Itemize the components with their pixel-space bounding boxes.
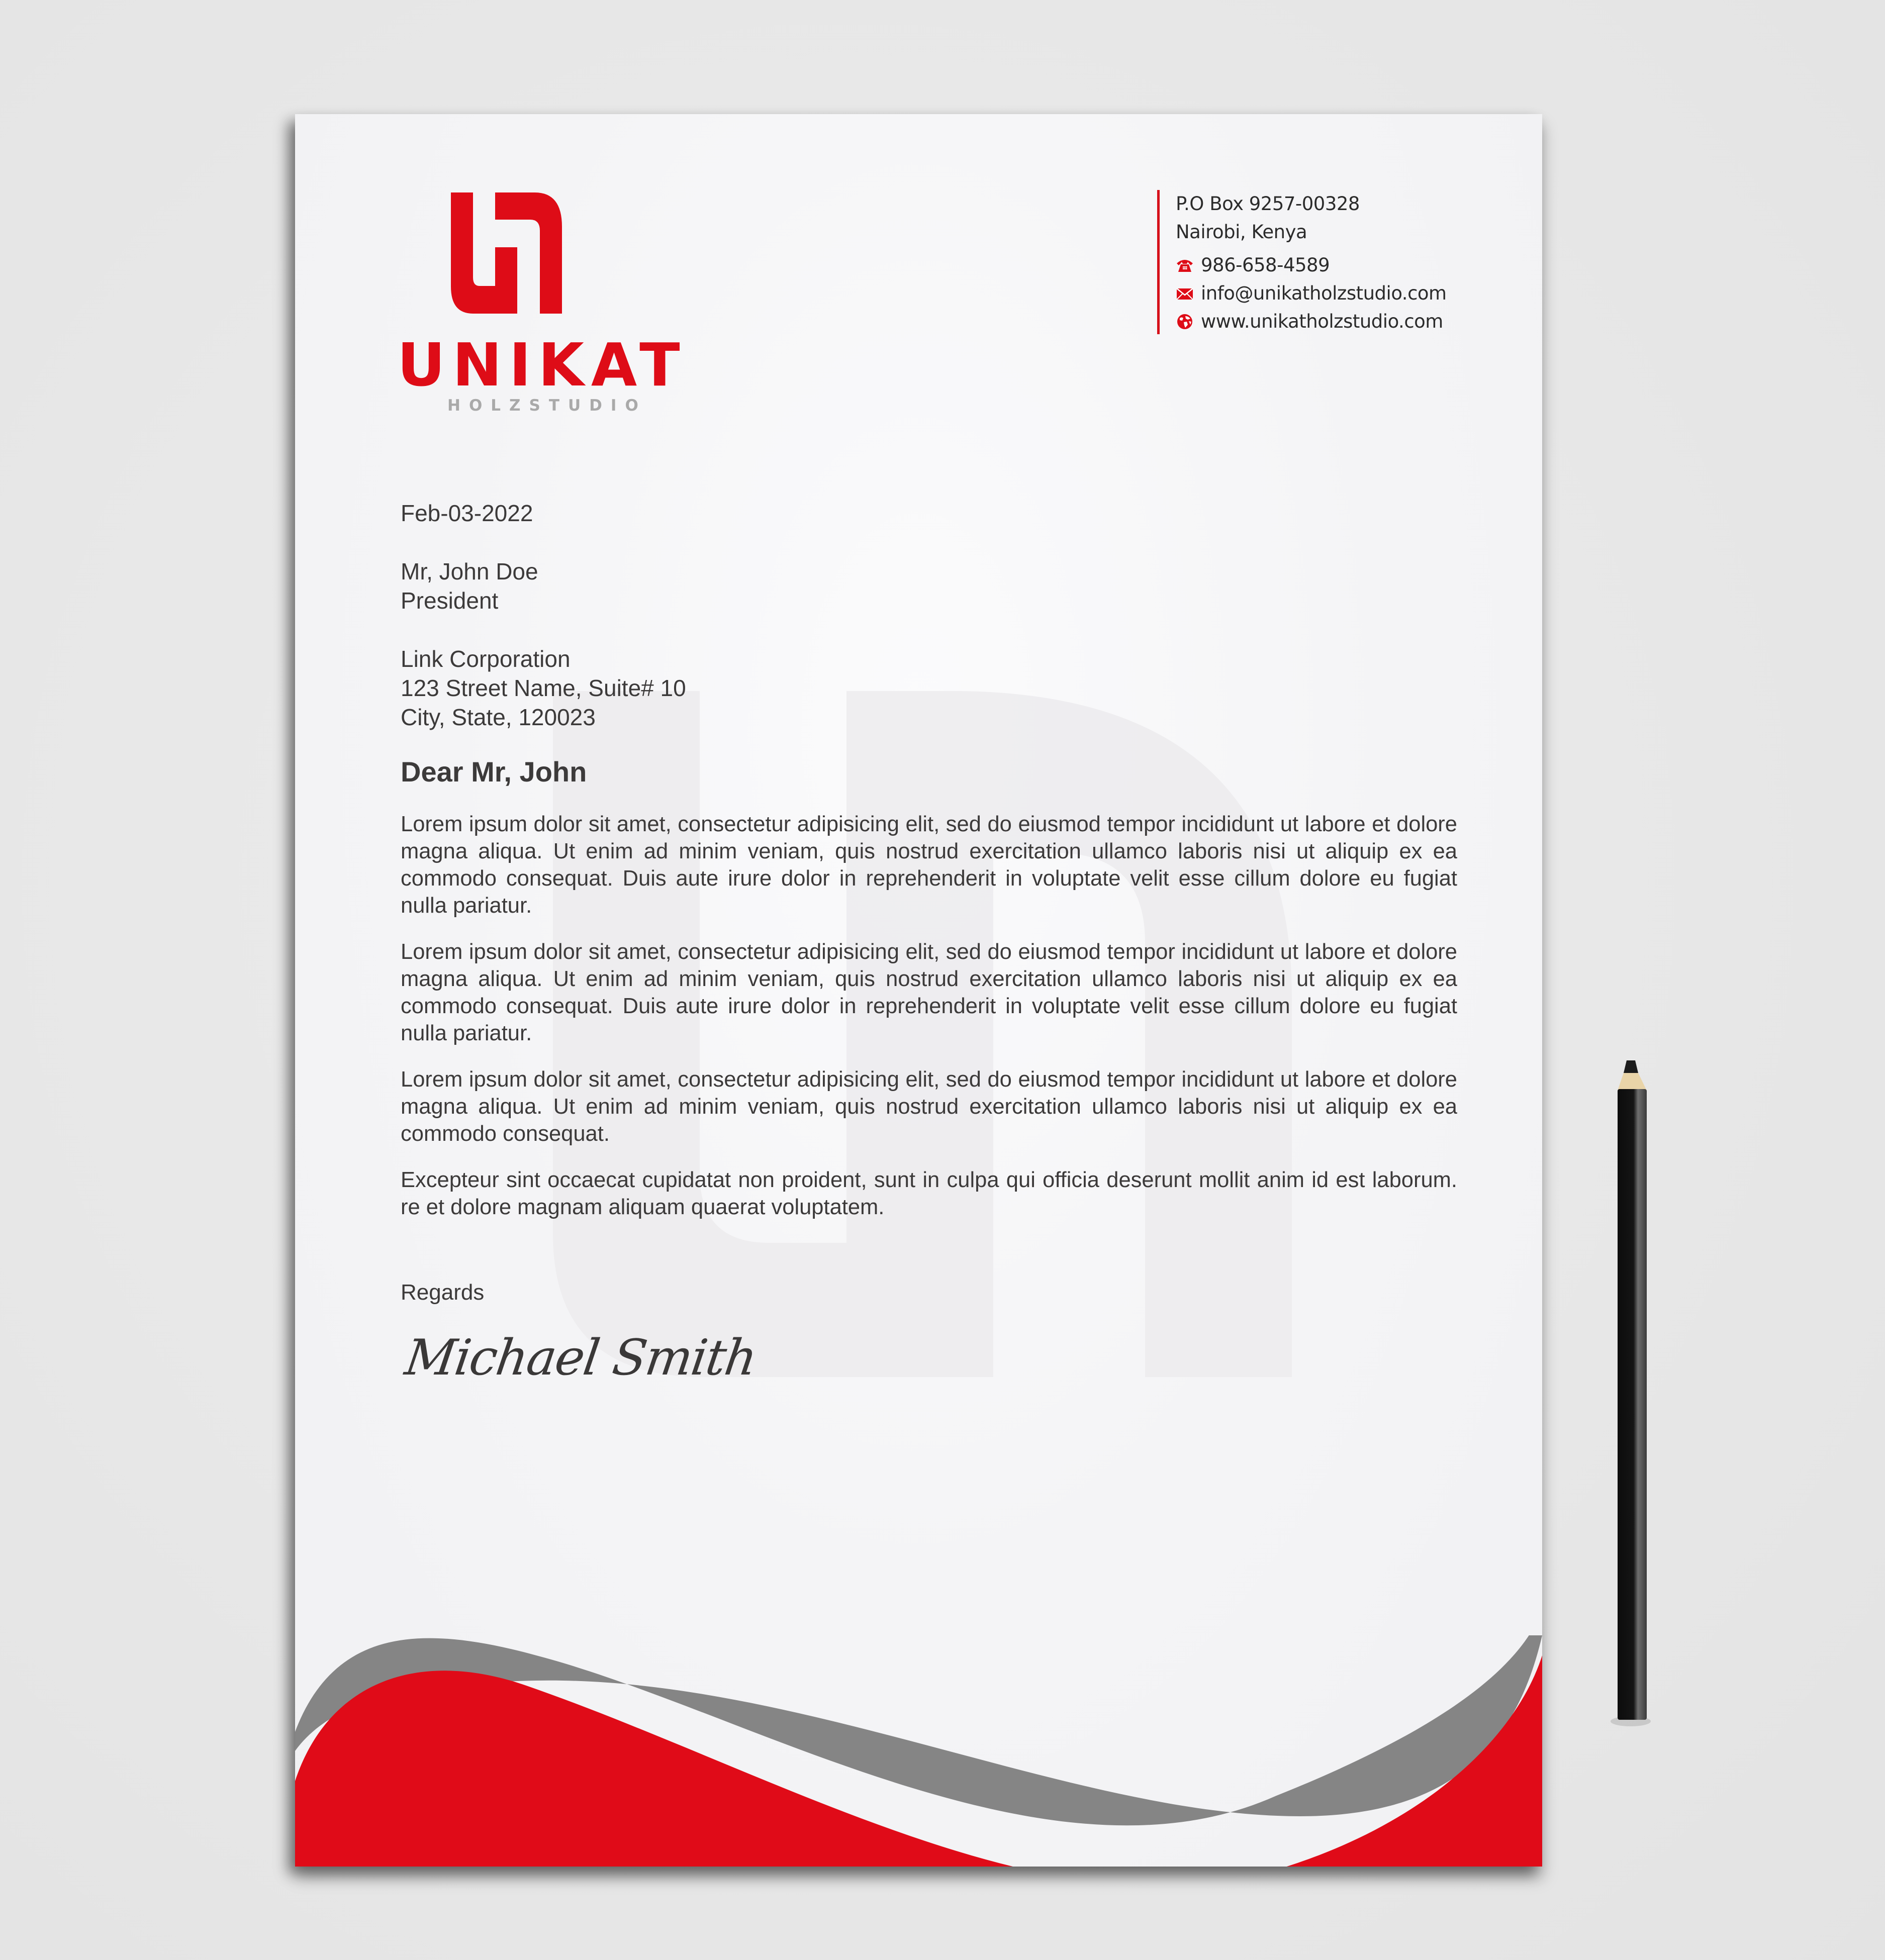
salutation: Dear Mr, John — [401, 756, 587, 788]
phone-number[interactable]: 986-658-4589 — [1201, 254, 1330, 276]
recipient-title: President — [401, 587, 499, 614]
contact-block — [1157, 190, 1447, 334]
website-link[interactable]: www.unikatholzstudio.com — [1201, 311, 1443, 332]
envelope-icon — [1176, 285, 1194, 302]
paragraph: Lorem ipsum dolor sit amet, consectetur adipisicing elit, sed do eiusmod tempor incididunt ut labore et dolore magna aliqua. Ut enim ad minim veniam, quis nostrud exercitation ullamco laboris nisi ut aliquip ex ea commodo consequat. Duis aute irure dolor in reprehenderit in voluptate velit esse cillum dolore eu fugiat nulla pariatur. — [401, 812, 1457, 918]
pencil-prop — [1607, 1058, 1662, 1726]
phone-icon — [1176, 257, 1194, 273]
letter-date: Feb-03-2022 — [401, 500, 533, 526]
signature: Michael Smith — [401, 1329, 760, 1387]
closing: Regards — [401, 1280, 485, 1305]
recipient-name: Mr, John Doe — [401, 558, 538, 584]
address-line-1: P.O Box 9257-00328 — [1176, 193, 1360, 215]
logo-mark-icon — [451, 192, 562, 314]
website-row — [1176, 308, 1447, 336]
globe-icon — [1176, 314, 1194, 330]
footer-wave-decoration — [295, 1635, 1542, 1867]
letterhead-page — [295, 114, 1542, 1867]
brand-name: UNIKAT — [397, 330, 687, 400]
paragraph: Excepteur sint occaecat cupidatat non proident, sunt in culpa qui officia deserunt mollit anim id est laborum. re et dolore magnam aliquam quaerat voluptatem. — [401, 1168, 1457, 1219]
address-line-2: Nairobi, Kenya — [1176, 221, 1307, 243]
recipient-street: 123 Street Name, Suite# 10 — [401, 675, 686, 701]
email-row — [1176, 279, 1447, 308]
paragraph: Lorem ipsum dolor sit amet, consectetur adipisicing elit, sed do eiusmod tempor incididunt ut labore et dolore magna aliqua. Ut enim ad minim veniam, quis nostrud exercitation ullamco laboris nisi ut aliquip ex ea commodo consequat. — [401, 1067, 1457, 1146]
email-address[interactable]: info@unikatholzstudio.com — [1201, 282, 1447, 304]
recipient-company: Link Corporation — [401, 646, 571, 672]
brand-tagline: HOLZSTUDIO — [447, 397, 647, 415]
phone-row — [1176, 251, 1447, 279]
paragraph: Lorem ipsum dolor sit amet, consectetur adipisicing elit, sed do eiusmod tempor incididunt ut labore et dolore magna aliqua. Ut enim ad minim veniam, quis nostrud exercitation ullamco laboris nisi ut aliquip ex ea commodo consequat. Duis aute irure dolor in reprehenderit in voluptate velit esse cillum dolore eu fugiat nulla pariatur. — [401, 940, 1457, 1045]
letter-body — [401, 499, 1457, 1388]
recipient-city: City, State, 120023 — [401, 704, 596, 730]
